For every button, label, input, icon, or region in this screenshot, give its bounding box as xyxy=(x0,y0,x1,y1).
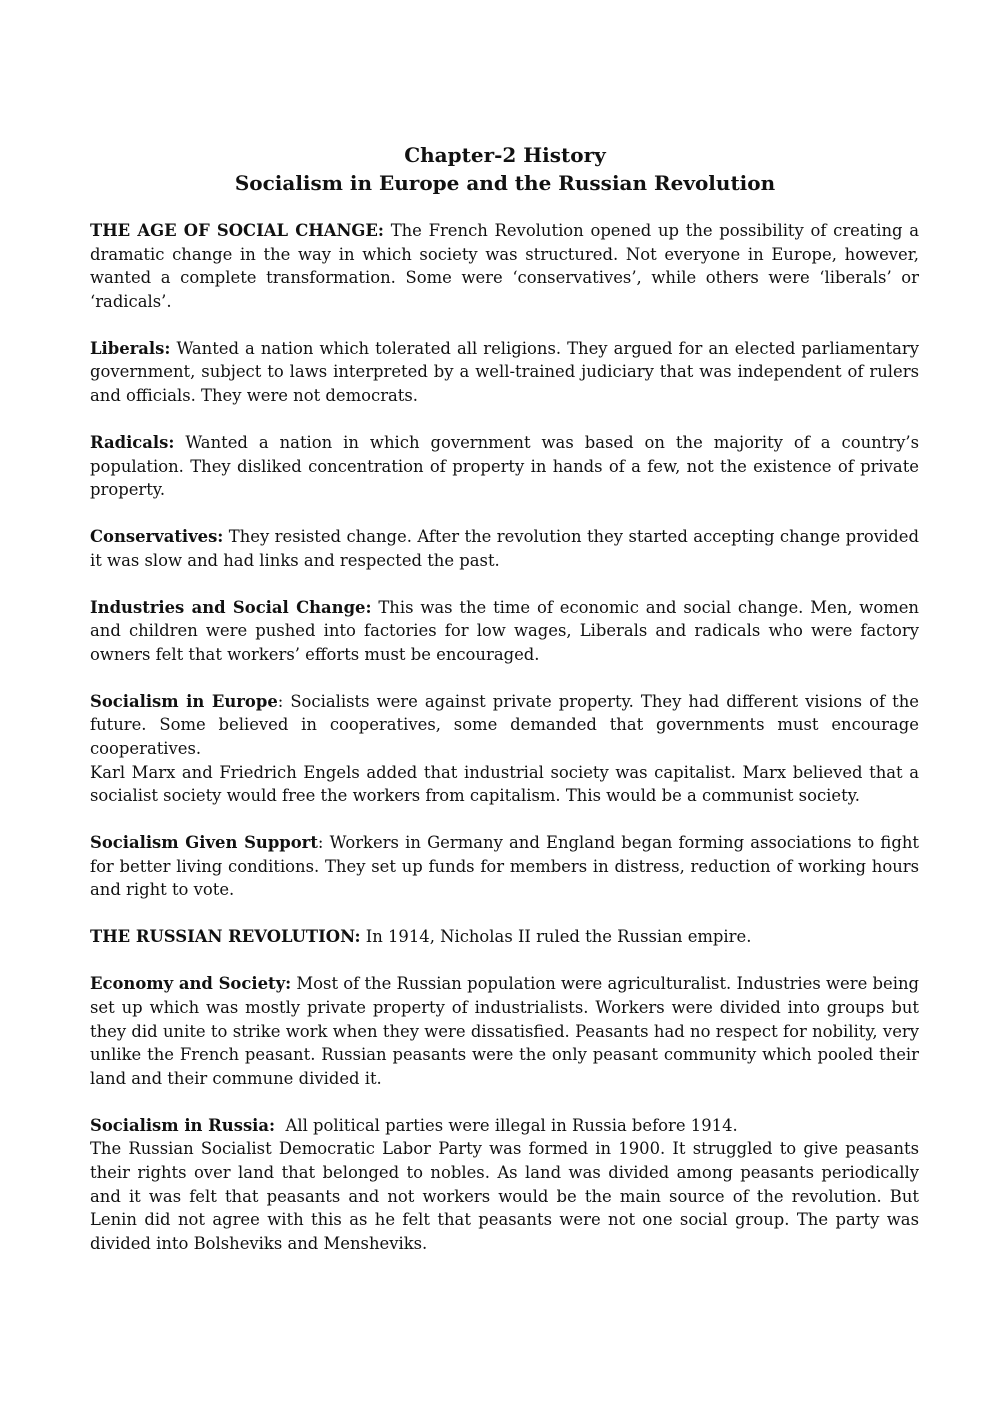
section-heading: Socialism in Europe xyxy=(90,691,278,711)
section-socialism-in-russia xyxy=(90,1114,919,1138)
section-text: : Socialists were against private property. They had different visions of the future. Some believed in cooperatives, some demanded that governments must encourage cooperatives. xyxy=(90,691,919,759)
section-heading: Socialism in Russia: xyxy=(90,1115,276,1135)
section-russian-revolution xyxy=(90,925,919,949)
section-socialism-given-support xyxy=(90,831,919,902)
section-industries-social-change xyxy=(90,596,919,667)
section-heading: Economy and Society: xyxy=(90,974,292,994)
section-socialism-in-russia-continuation: The Russian Socialist Democratic Labor Party was formed in 1900. It struggled to give peasants their rights over land that belonged to nobles. As land was divided among peasants periodically and it was felt that peasants and not workers would be the main source of the revolution. But Lenin did not agree with this as he felt that peasants were not one social group. The party was divided into Bolsheviks and Mensheviks. xyxy=(90,1139,919,1253)
section-age-of-social-change xyxy=(90,219,919,313)
section-heading: THE RUSSIAN REVOLUTION: xyxy=(90,927,361,947)
section-text: Wanted a nation in which government was based on the majority of a country’s population. They disliked concentration of property in hands of a few, not the existence of private property. xyxy=(90,432,919,500)
section-heading: THE AGE OF SOCIAL CHANGE: xyxy=(90,221,384,240)
section-text: : Workers in Germany and England began forming associations to fight for better living conditions. They set up funds for members in distress, reduction of working hours and right to vote. xyxy=(90,833,919,900)
section-heading: Socialism Given Support xyxy=(90,833,318,853)
section-text: In 1914, Nicholas II ruled the Russian empire. xyxy=(360,927,752,947)
section-radicals xyxy=(90,431,919,502)
section-socialism-in-europe xyxy=(90,690,919,761)
section-heading: Industries and Social Change: xyxy=(90,597,372,617)
section-heading: Conservatives: xyxy=(90,527,224,547)
document-body xyxy=(90,219,919,1279)
title-block xyxy=(90,141,920,197)
section-text: Most of the Russian population were agriculturalist. Industries were being set up which was mostly private property of industrialists. Workers were divided into groups but they did unite to strike work when they were dissatisfied. Peasants had no respect for nobility, very unlike the French peasant. Russian peasants were the only peasant community which pooled their land and their commune divided it. xyxy=(90,974,919,1088)
section-socialism-in-europe-continuation: Karl Marx and Friedrich Engels added that industrial society was capitalist. Marx believed that a socialist society would free the workers from capitalism. This would be a communist society. xyxy=(90,762,919,806)
section-liberals xyxy=(90,337,919,408)
chapter-label: Chapter-2 History xyxy=(404,143,606,167)
section-conservatives xyxy=(90,525,919,572)
section-text: The French Revolution opened up the possibility of creating a dramatic change in the way in which society was structured. Not everyone in Europe, however, wanted a complete transformation. Some were ‘conservatives’, while others were ‘liberals’ or ‘radicals’. xyxy=(90,221,919,311)
section-text: This was the time of economic and social change. Men, women and children were pushed into factories for low wages, Liberals and radicals who were factory owners felt that workers’ efforts must be encouraged. xyxy=(90,597,919,664)
section-heading: Radicals: xyxy=(90,432,175,452)
section-text: All political parties were illegal in Russia before 1914. xyxy=(275,1115,738,1135)
section-text: They resisted change. After the revolution they started accepting change provided it was slow and had links and respected the past. xyxy=(90,527,919,570)
document-title: Socialism in Europe and the Russian Revolution xyxy=(234,171,776,195)
section-economy-and-society xyxy=(90,972,919,1090)
section-heading: Liberals: xyxy=(90,338,171,358)
section-text: Wanted a nation which tolerated all religions. They argued for an elected parliamentary government, subject to laws interpreted by a well-trained judiciary that was independent of rulers and officials. They were not democrats. xyxy=(90,338,919,405)
